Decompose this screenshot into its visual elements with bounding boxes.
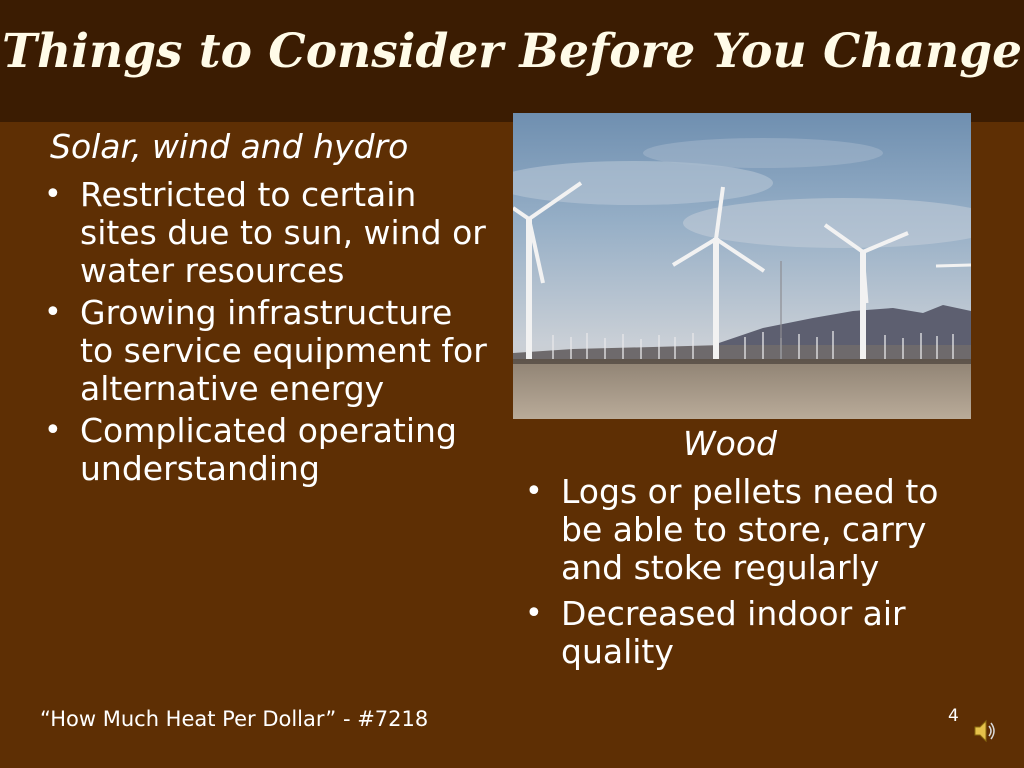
page-number: 4: [948, 706, 959, 726]
list-item: [42, 294, 492, 408]
wind-turbine-photo: [513, 113, 971, 419]
left-bullet-list: [42, 176, 492, 496]
list-item: [523, 595, 963, 671]
left-heading: Solar, wind and hydro: [50, 127, 409, 166]
slide-title: Things to Consider Before You Change: [2, 24, 1022, 79]
list-item: [523, 473, 963, 587]
footer-source: “How Much Heat Per Dollar” - #7218: [40, 707, 429, 731]
bullet-text: Logs or pellets need to be able to store, carry and stoke regularly: [561, 472, 939, 587]
bullet-icon: •: [44, 177, 62, 212]
bullet-text: Complicated operating understanding: [80, 411, 457, 488]
bullet-icon: •: [525, 596, 543, 631]
speaker-icon[interactable]: [972, 718, 998, 744]
list-item: [42, 412, 492, 488]
bullet-text: Growing infrastructure to service equipment for alternative energy: [80, 293, 487, 408]
bullet-text: Decreased indoor air quality: [561, 594, 906, 671]
list-item: [42, 176, 492, 290]
right-heading: Wood: [683, 424, 777, 463]
bullet-icon: •: [44, 413, 62, 448]
bullet-text: Restricted to certain sites due to sun, wind or water resources: [80, 175, 486, 290]
bullet-icon: •: [44, 295, 62, 330]
bullet-icon: •: [525, 474, 543, 509]
right-bullet-list: [523, 473, 963, 679]
